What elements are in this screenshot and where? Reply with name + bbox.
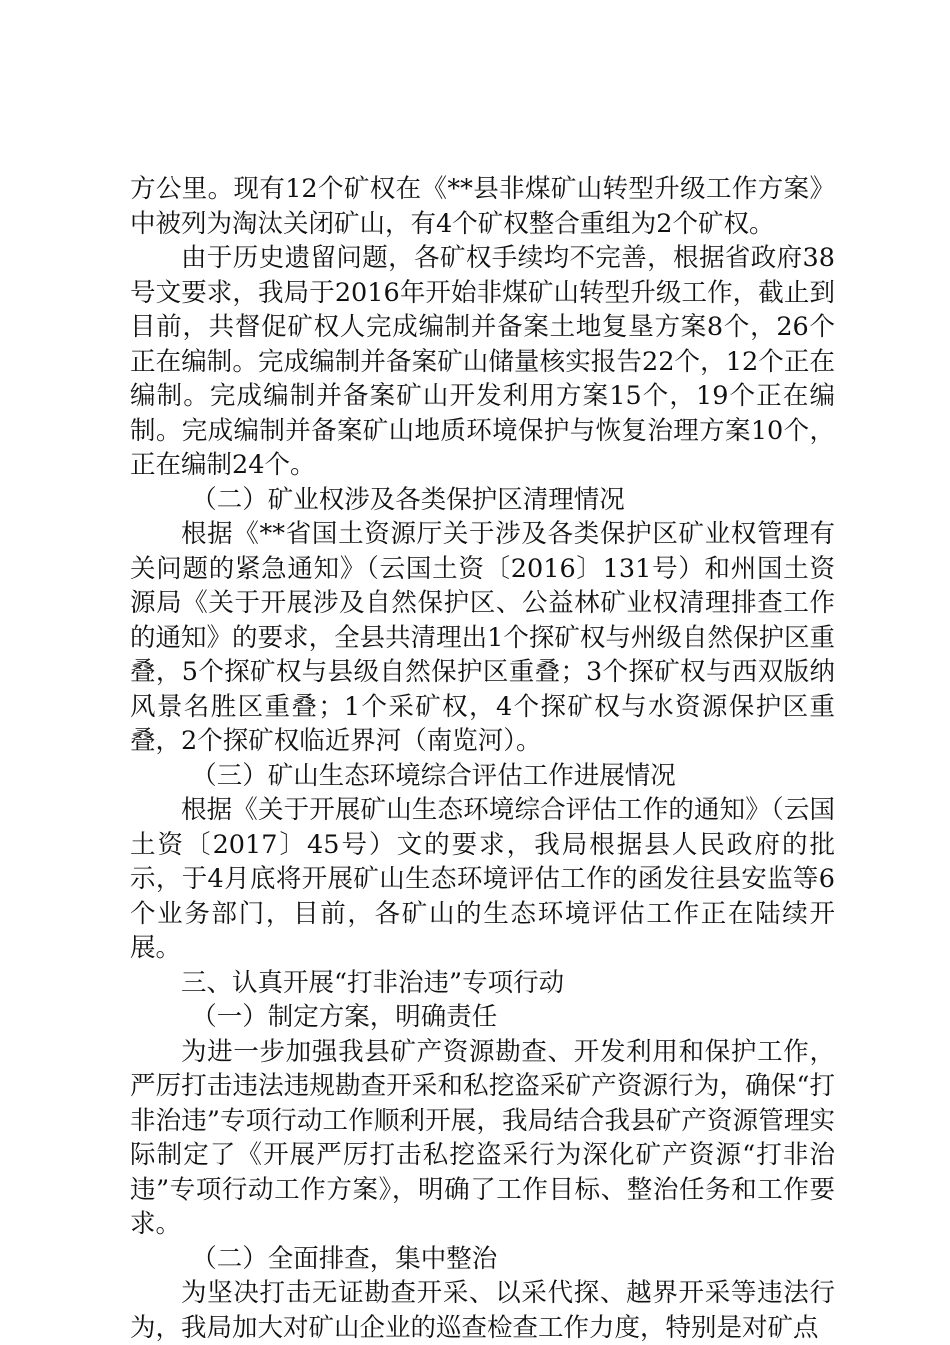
paragraph-protected-areas: 根据《**省国土资源厅关于涉及各类保护区矿业权管理有关问题的紧急通知》（云国土资〔2016〕131号）和州国土资源局《关于开展涉及自然保护区、公益林矿业权清理排查工作的通知》的要求，全县共清理出1个探矿权与州级自然保护区重叠，5个探矿权与县级自然保护区重叠；3个探矿权与西双版纳风景名胜区重叠；1个采矿权，4个探矿权与水资源保护区重叠，2个探矿权临近界河（南览河）。 (130, 519, 835, 756)
paragraph-quarry-closure: 方公里。现有12个矿权在《**县非煤矿山转型升级工作方案》中被列为淘汰关闭矿山，有4个矿权整合重组为2个矿权。 (130, 174, 835, 239)
paragraph-transformation-progress: 由于历史遗留问题，各矿权手续均不完善，根据省政府38号文要求，我局于2016年开始非煤矿山转型升级工作，截止到目前，共督促矿权人完成编制并备案土地复垦方案8个，26个正在编制。完成编制并备案矿山储量核实报告22个，12个正在编制。完成编制并备案矿山开发利用方案15个，19个正在编制。完成编制并备案矿山地质环境保护与恢复治理方案10个，正在编制24个。 (130, 243, 835, 480)
document-page (130, 172, 835, 1345)
subheading-plan-responsibility: （一）制定方案，明确责任 (191, 1002, 498, 1032)
paragraph-ecological-assessment: 根据《关于开展矿山生态环境综合评估工作的通知》（云国土资〔2017〕45号）文的要求，我局根据县人民政府的批示，于4月底将开展矿山生态环境评估工作的函发往县安监等6个业务部门，目前，各矿山的生态环境评估工作正在陆续开展。 (130, 795, 835, 963)
section-heading-campaign: 三、认真开展“打非治违”专项行动 (181, 967, 565, 998)
subheading-protected-areas: （二）矿业权涉及各类保护区清理情况 (191, 484, 625, 515)
paragraph-plan-responsibility: 为进一步加强我县矿产资源勘查、开发利用和保护工作，严厉打击违法违规勘查开采和私挖盗采矿产资源行为，确保“打非治违”专项行动工作顺利开展，我局结合我县矿产资源管理实际制定了《开展严厉打击私挖盗采行为深化矿产资源“打非治违”专项行动工作方案》，明确了工作目标、整治任务和工作要求。 (130, 1036, 835, 1239)
paragraph-inspection: 为坚决打击无证勘查开采、以采代探、越界开采等违法行为，我局加大对矿山企业的巡查检查工作力度，特别是对矿点 (130, 1278, 835, 1343)
subheading-inspection: （二）全面排查，集中整治 (191, 1243, 498, 1274)
subheading-ecological-assessment: （三）矿山生态环境综合评估工作进展情况 (191, 760, 676, 791)
